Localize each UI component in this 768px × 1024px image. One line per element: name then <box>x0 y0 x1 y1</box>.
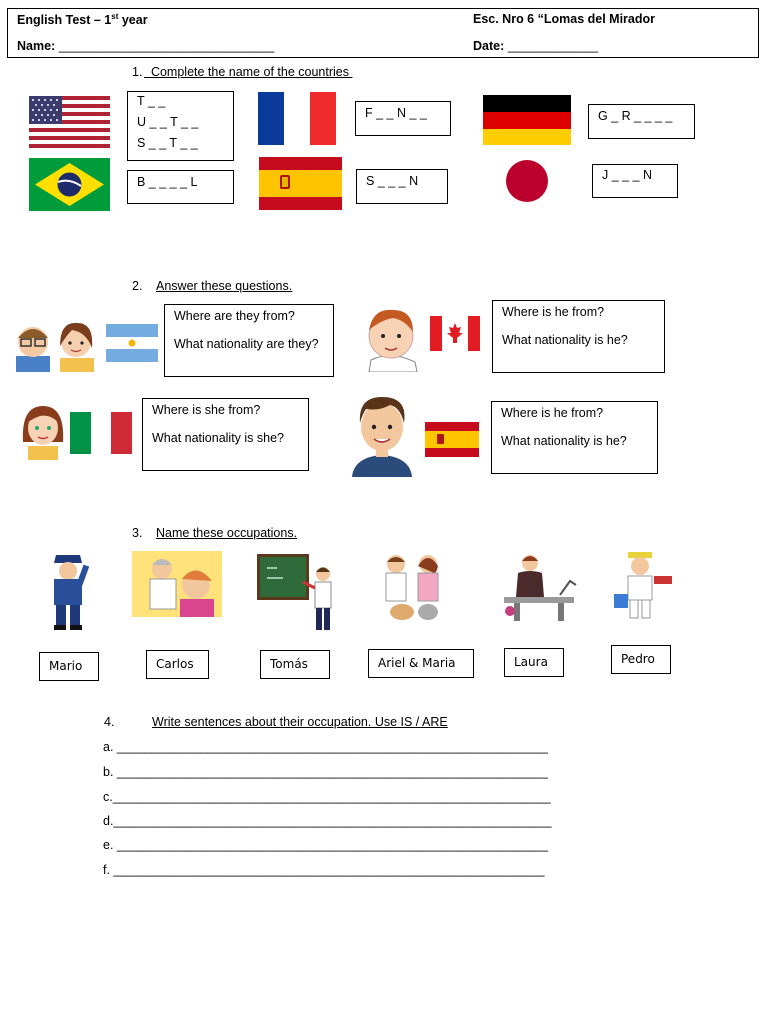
occupation-name-box[interactable] <box>504 648 564 677</box>
japan-hint: J _ _ _ N <box>602 168 653 182</box>
occupation-name: Laura <box>514 655 548 669</box>
usa-hint-line: T _ _ <box>137 94 166 108</box>
question-box-4[interactable] <box>491 401 658 474</box>
boy-illustration <box>359 306 423 372</box>
italy-flag <box>70 412 132 454</box>
school-name: Esc. Nro 6 “Lomas del Mirador <box>473 12 655 26</box>
occupation-name-box[interactable] <box>611 645 671 674</box>
argentina-flag <box>106 324 158 362</box>
test-title: English Test – 1st year <box>17 12 148 28</box>
hairdresser-illustration <box>132 551 222 617</box>
japan-flag <box>490 158 562 206</box>
answer-line-c[interactable]: c._______________________________________________________________ <box>103 790 551 804</box>
answer-line-b[interactable]: b. ______________________________________________________________ <box>103 765 548 779</box>
spain-flag <box>259 157 342 210</box>
young-man-illustration <box>350 393 414 477</box>
secretary-illustration <box>500 551 578 625</box>
question-nationality: What nationality is he? <box>501 434 627 448</box>
section2-title: Answer these questions. <box>156 279 293 293</box>
occupation-name: Ariel & Maria <box>378 656 456 670</box>
date-field[interactable]: _____________ <box>507 39 599 53</box>
question-box-2[interactable] <box>492 300 665 373</box>
france-answer-box[interactable] <box>355 101 451 136</box>
spain-hint: S _ _ _ N <box>366 174 419 188</box>
painter-illustration <box>610 550 682 622</box>
germany-hint: G _ R _ _ _ _ <box>598 109 673 123</box>
brazil-flag <box>29 158 110 211</box>
usa-flag <box>29 96 110 148</box>
section2-number: 2. <box>132 279 143 293</box>
occupation-name-box[interactable] <box>146 650 209 679</box>
question-where: Where is he from? <box>501 406 604 420</box>
occupation-name: Pedro <box>621 652 655 666</box>
section3-number: 3. <box>132 526 143 540</box>
usa-hint-line: U _ _ T _ _ <box>137 115 199 129</box>
header-box <box>7 8 759 58</box>
question-box-3[interactable] <box>142 398 309 471</box>
germany-answer-box[interactable] <box>588 104 695 139</box>
question-nationality: What nationality are they? <box>174 337 319 351</box>
occupation-name-box[interactable] <box>260 650 330 679</box>
brazil-answer-box[interactable] <box>127 170 234 204</box>
question-nationality: What nationality is he? <box>502 333 628 347</box>
brazil-hint: B _ _ _ _ L <box>137 175 198 189</box>
occupation-name: Carlos <box>156 657 194 671</box>
occupation-name-box[interactable] <box>368 649 474 678</box>
spain-flag-small <box>425 422 479 457</box>
france-flag <box>258 92 336 145</box>
answer-line-e[interactable]: e. ______________________________________________________________ <box>103 838 548 852</box>
section1-title: Complete the name of the countries <box>144 65 353 79</box>
question-where: Where is she from? <box>152 403 261 417</box>
question-where: Where is he from? <box>502 305 605 319</box>
girl-illustration <box>20 402 66 460</box>
occupation-name: Tomás <box>270 657 308 671</box>
occupation-name: Mario <box>49 659 83 673</box>
answer-line-d[interactable]: d._______________________________________________________________ <box>103 814 552 828</box>
teacher-illustration <box>255 552 337 634</box>
canada-flag <box>430 316 480 351</box>
couple-illustration <box>12 318 102 372</box>
name-field[interactable]: _______________________________ <box>58 39 275 53</box>
france-hint: F _ _ N _ _ <box>365 106 427 120</box>
question-nationality: What nationality is she? <box>152 431 285 445</box>
usa-answer-box[interactable] <box>127 91 234 161</box>
answer-line-a[interactable]: a. ______________________________________________________________ <box>103 740 548 754</box>
section4-title: Write sentences about their occupation. Use IS / ARE <box>152 715 448 729</box>
date-label: Date: _____________ <box>473 39 599 53</box>
usa-hint-line: S _ _ T _ _ <box>137 136 198 150</box>
policeman-illustration <box>44 551 98 631</box>
section1-number: 1. <box>132 65 143 79</box>
germany-flag <box>483 95 571 145</box>
answer-line-f[interactable]: f. ______________________________________________________________ <box>103 863 545 877</box>
name-label: Name: _______________________________ <box>17 39 275 53</box>
vets-illustration <box>370 550 456 626</box>
spain-answer-box[interactable] <box>356 169 448 204</box>
question-box-1[interactable] <box>164 304 334 377</box>
question-where: Where are they from? <box>174 309 295 323</box>
japan-answer-box[interactable] <box>592 164 678 198</box>
section4-number: 4. <box>104 715 115 729</box>
section3-title: Name these occupations. <box>156 526 298 540</box>
occupation-name-box[interactable] <box>39 652 99 681</box>
